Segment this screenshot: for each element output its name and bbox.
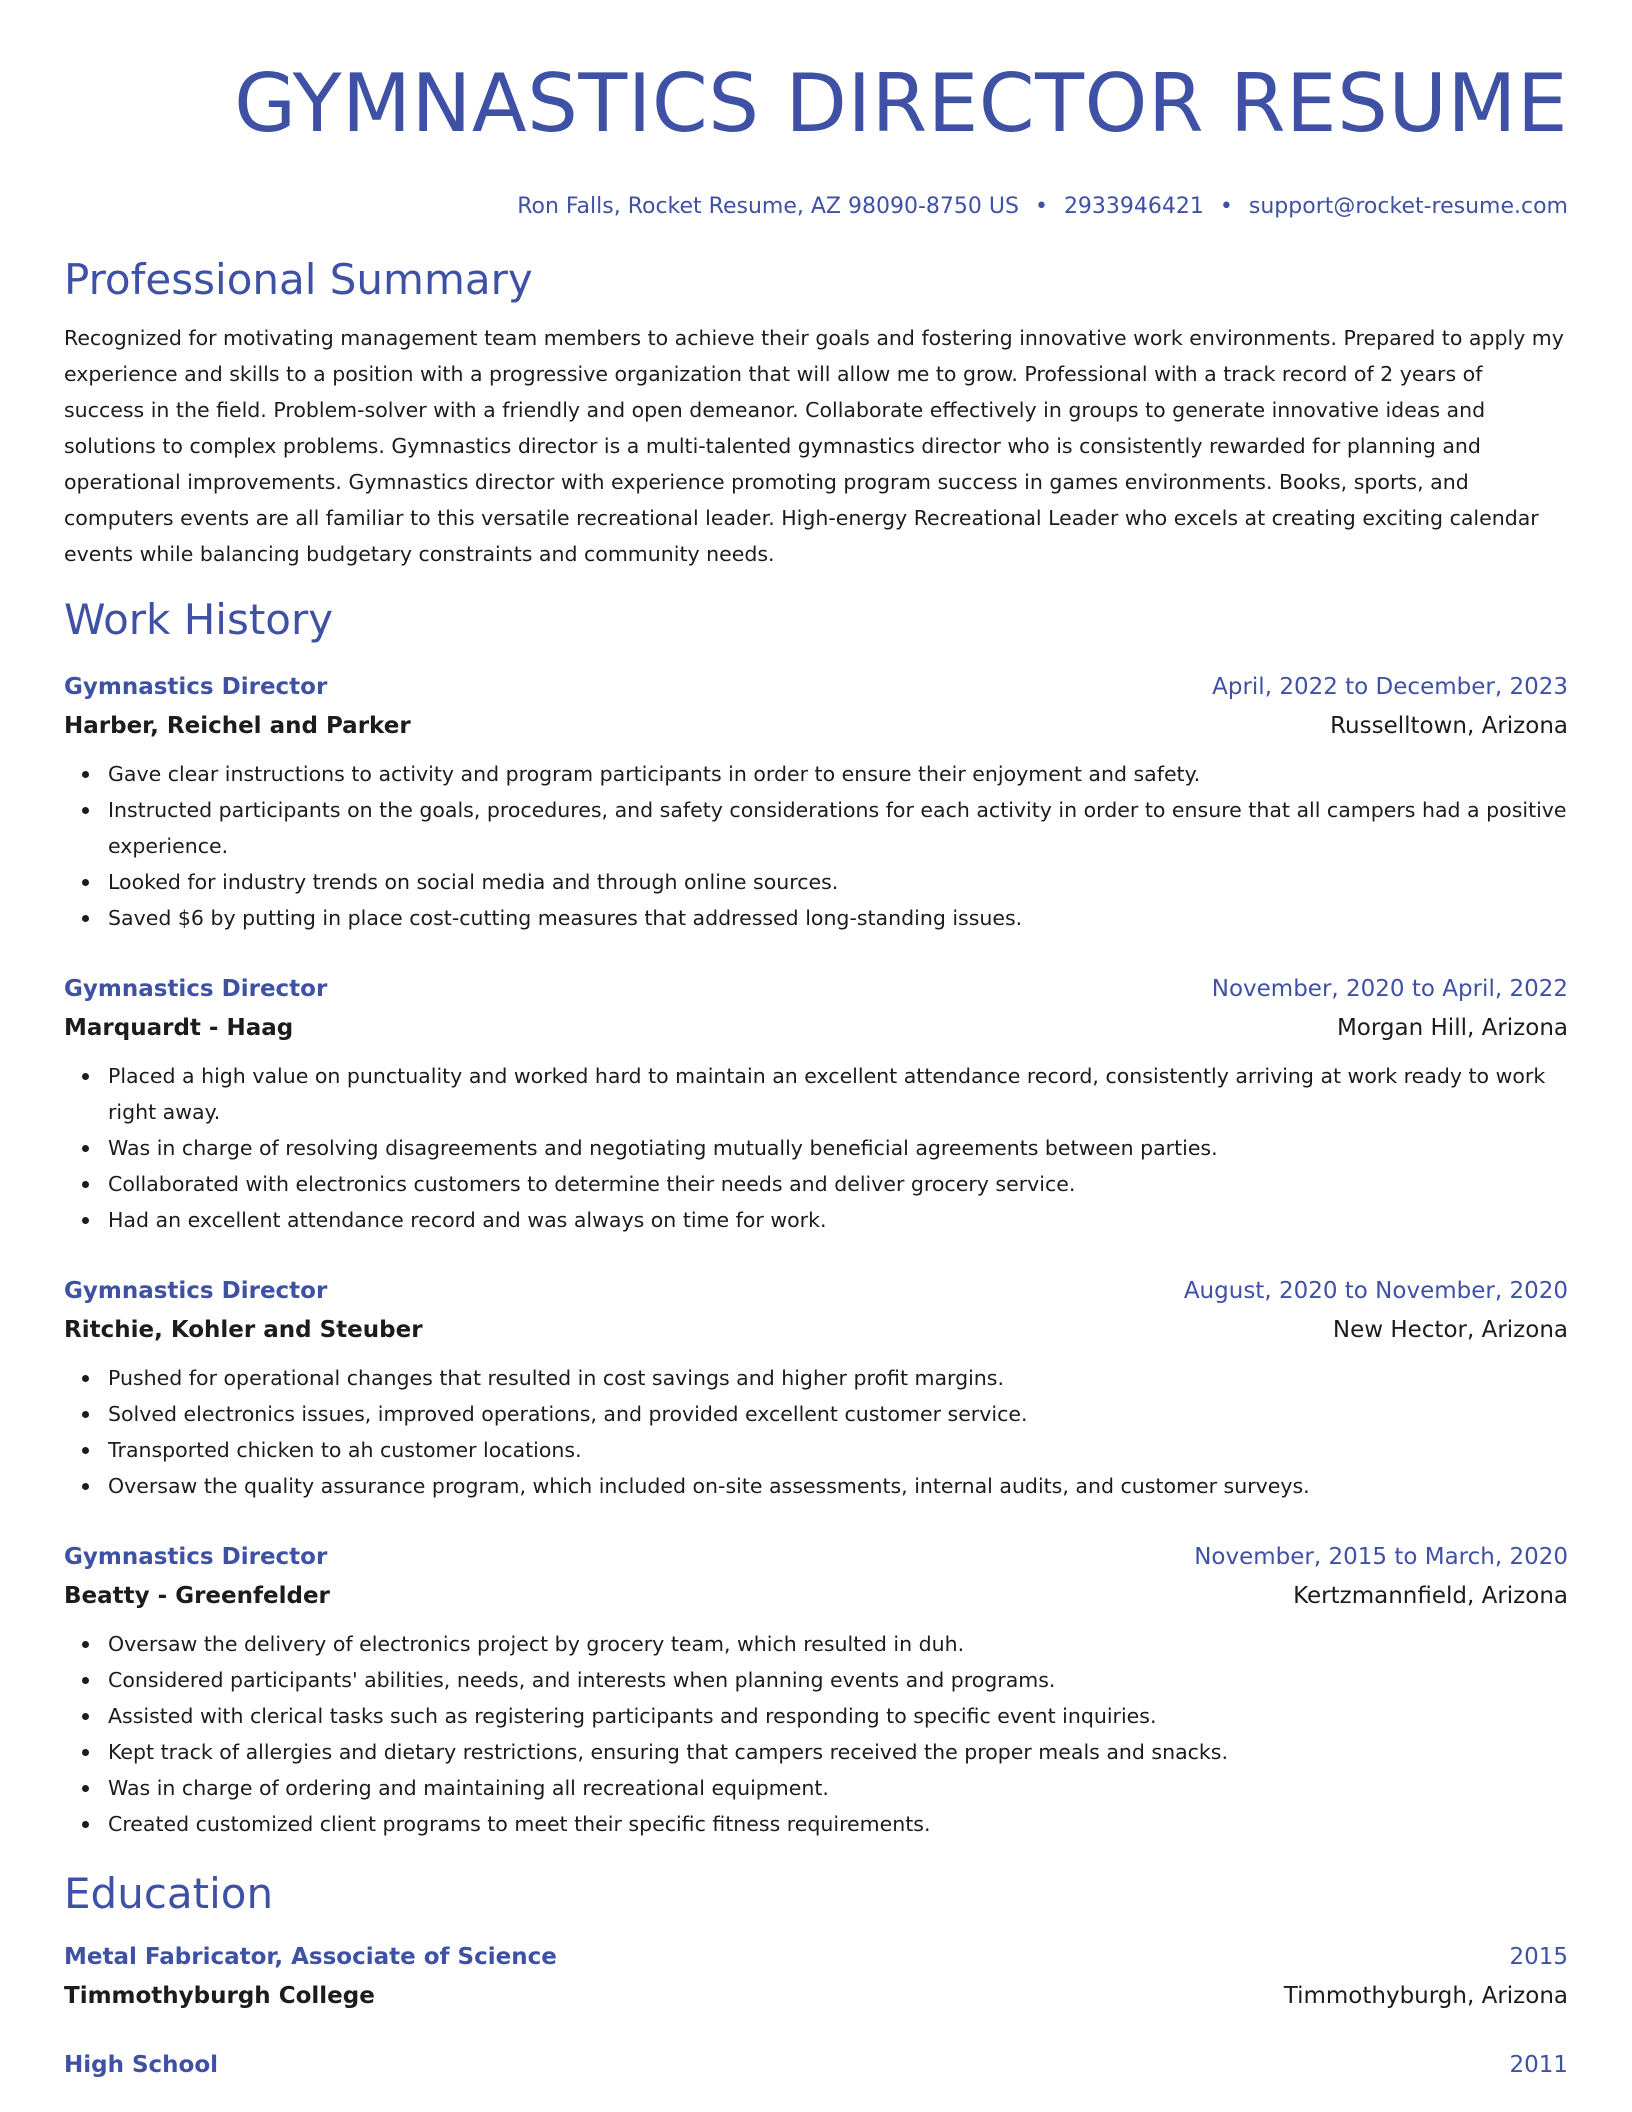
job-bullet: Transported chicken to ah customer locations. bbox=[108, 1432, 1568, 1468]
education-year: 2015 bbox=[1509, 1944, 1568, 1970]
education-degree: High School bbox=[64, 2052, 219, 2078]
education-header-row bbox=[64, 2046, 1568, 2084]
job-location: Morgan Hill, Arizona bbox=[1336, 1015, 1568, 1041]
job-bullet: Instructed participants on the goals, procedures, and safety considerations for each activity in order to ensure that all campers had a positive experience. bbox=[108, 792, 1568, 864]
contact-separator: • bbox=[1034, 194, 1048, 219]
job-bullet: Solved electronics issues, improved operations, and provided excellent customer service. bbox=[108, 1396, 1568, 1432]
job-employer-row bbox=[64, 1008, 1568, 1048]
job-bullet: Was in charge of resolving disagreements and negotiating mutually beneficial agreements between parties. bbox=[108, 1130, 1568, 1166]
job-bullet-list bbox=[64, 1058, 1568, 1238]
job-entry bbox=[64, 1538, 1568, 1842]
job-header-row bbox=[64, 1538, 1568, 1576]
job-dates: November, 2015 to March, 2020 bbox=[1194, 1544, 1568, 1570]
job-entry bbox=[64, 668, 1568, 936]
section-title-education: Education bbox=[64, 1869, 274, 1918]
job-header-row bbox=[64, 1272, 1568, 1310]
job-title: Gymnastics Director bbox=[64, 1544, 328, 1570]
job-bullet: Had an excellent attendance record and was always on time for work. bbox=[108, 1202, 1568, 1238]
job-employer: Beatty - Greenfelder bbox=[64, 1583, 330, 1609]
contact-email[interactable]: support@rocket-resume.com bbox=[1248, 194, 1568, 219]
education-entry bbox=[64, 1938, 1568, 2016]
job-bullet: Was in charge of ordering and maintaining all recreational equipment. bbox=[108, 1770, 1568, 1806]
professional-summary-section bbox=[64, 254, 1568, 572]
job-title: Gymnastics Director bbox=[64, 674, 328, 700]
job-bullet: Created customized client programs to meet their specific fitness requirements. bbox=[108, 1806, 1568, 1842]
job-location: Russelltown, Arizona bbox=[1330, 713, 1568, 739]
job-dates: November, 2020 to April, 2022 bbox=[1211, 976, 1568, 1002]
education-entry bbox=[64, 2046, 1568, 2084]
contact-phone: 2933946421 bbox=[1063, 194, 1204, 219]
job-employer-row bbox=[64, 706, 1568, 746]
job-bullet: Collaborated with electronics customers to determine their needs and deliver grocery service. bbox=[108, 1166, 1568, 1202]
work-history-section bbox=[64, 594, 1568, 1842]
contact-line bbox=[64, 192, 1568, 222]
job-employer: Marquardt - Haag bbox=[64, 1015, 294, 1041]
education-section bbox=[64, 1868, 1568, 2084]
job-dates: August, 2020 to November, 2020 bbox=[1183, 1278, 1568, 1304]
job-title: Gymnastics Director bbox=[64, 1278, 328, 1304]
job-bullet: Looked for industry trends on social media and through online sources. bbox=[108, 864, 1568, 900]
job-bullet: Oversaw the quality assurance program, which included on-site assessments, internal audits, and customer surveys. bbox=[108, 1468, 1568, 1504]
job-bullet: Oversaw the delivery of electronics project by grocery team, which resulted in duh. bbox=[108, 1626, 1568, 1662]
job-entry bbox=[64, 970, 1568, 1238]
job-dates: April, 2022 to December, 2023 bbox=[1212, 674, 1568, 700]
job-bullet: Kept track of allergies and dietary restrictions, ensuring that campers received the proper meals and snacks. bbox=[108, 1734, 1568, 1770]
job-employer-row bbox=[64, 1576, 1568, 1616]
education-degree: Metal Fabricator, Associate of Science bbox=[64, 1944, 557, 1970]
job-bullet: Considered participants' abilities, needs, and interests when planning events and programs. bbox=[108, 1662, 1568, 1698]
job-location: Kertzmannfield, Arizona bbox=[1293, 1583, 1568, 1609]
education-year: 2011 bbox=[1509, 2052, 1568, 2078]
section-title-summary: Professional Summary bbox=[64, 255, 533, 304]
job-location: New Hector, Arizona bbox=[1332, 1317, 1568, 1343]
job-bullet-list bbox=[64, 756, 1568, 936]
summary-paragraph: Recognized for motivating management team members to achieve their goals and fostering innovative work environments. Prepared to apply my experience and skills to a position with a progressive organization that will allow me to grow. Professional with a track record of 2 years of success in the field. Problem-solver with a friendly and open demeanor. Collaborate effectively in groups to generate innovative ideas and solutions to complex problems. Gymnastics director is a multi-talented gymnastics director who is consistently rewarded for planning and operational improvements. Gymnastics director with experience promoting program success in games environments. Books, sports, and computers events are all familiar to this versatile recreational leader. High-energy Recreational Leader who excels at creating exciting calendar events while balancing budgetary constraints and community needs. bbox=[64, 326, 1564, 566]
job-employer: Ritchie, Kohler and Steuber bbox=[64, 1317, 423, 1343]
contact-separator: • bbox=[1219, 194, 1233, 219]
education-location: Timmothyburgh, Arizona bbox=[1283, 1983, 1568, 2009]
job-bullet-list bbox=[64, 1360, 1568, 1504]
job-employer-row bbox=[64, 1310, 1568, 1350]
education-header-row bbox=[64, 1938, 1568, 1976]
job-bullet: Placed a high value on punctuality and worked hard to maintain an excellent attendance record, consistently arriving at work ready to work right away. bbox=[108, 1058, 1568, 1130]
section-title-work-history: Work History bbox=[64, 595, 334, 644]
job-header-row bbox=[64, 668, 1568, 706]
education-school: Timmothyburgh College bbox=[64, 1983, 375, 2009]
job-entry bbox=[64, 1272, 1568, 1504]
job-title: Gymnastics Director bbox=[64, 976, 328, 1002]
job-header-row bbox=[64, 970, 1568, 1008]
contact-address: Ron Falls, Rocket Resume, AZ 98090-8750 US bbox=[517, 194, 1019, 219]
document-title: GYMNASTICS DIRECTOR RESUME bbox=[234, 57, 1568, 150]
job-employer: Harber, Reichel and Parker bbox=[64, 713, 411, 739]
job-bullet: Pushed for operational changes that resulted in cost savings and higher profit margins. bbox=[108, 1360, 1568, 1396]
education-school-row bbox=[64, 1976, 1568, 2016]
job-bullet: Assisted with clerical tasks such as registering participants and responding to specific event inquiries. bbox=[108, 1698, 1568, 1734]
job-bullet: Gave clear instructions to activity and program participants in order to ensure their enjoyment and safety. bbox=[108, 756, 1568, 792]
job-bullet-list bbox=[64, 1626, 1568, 1842]
job-bullet: Saved $6 by putting in place cost-cutting measures that addressed long-standing issues. bbox=[108, 900, 1568, 936]
